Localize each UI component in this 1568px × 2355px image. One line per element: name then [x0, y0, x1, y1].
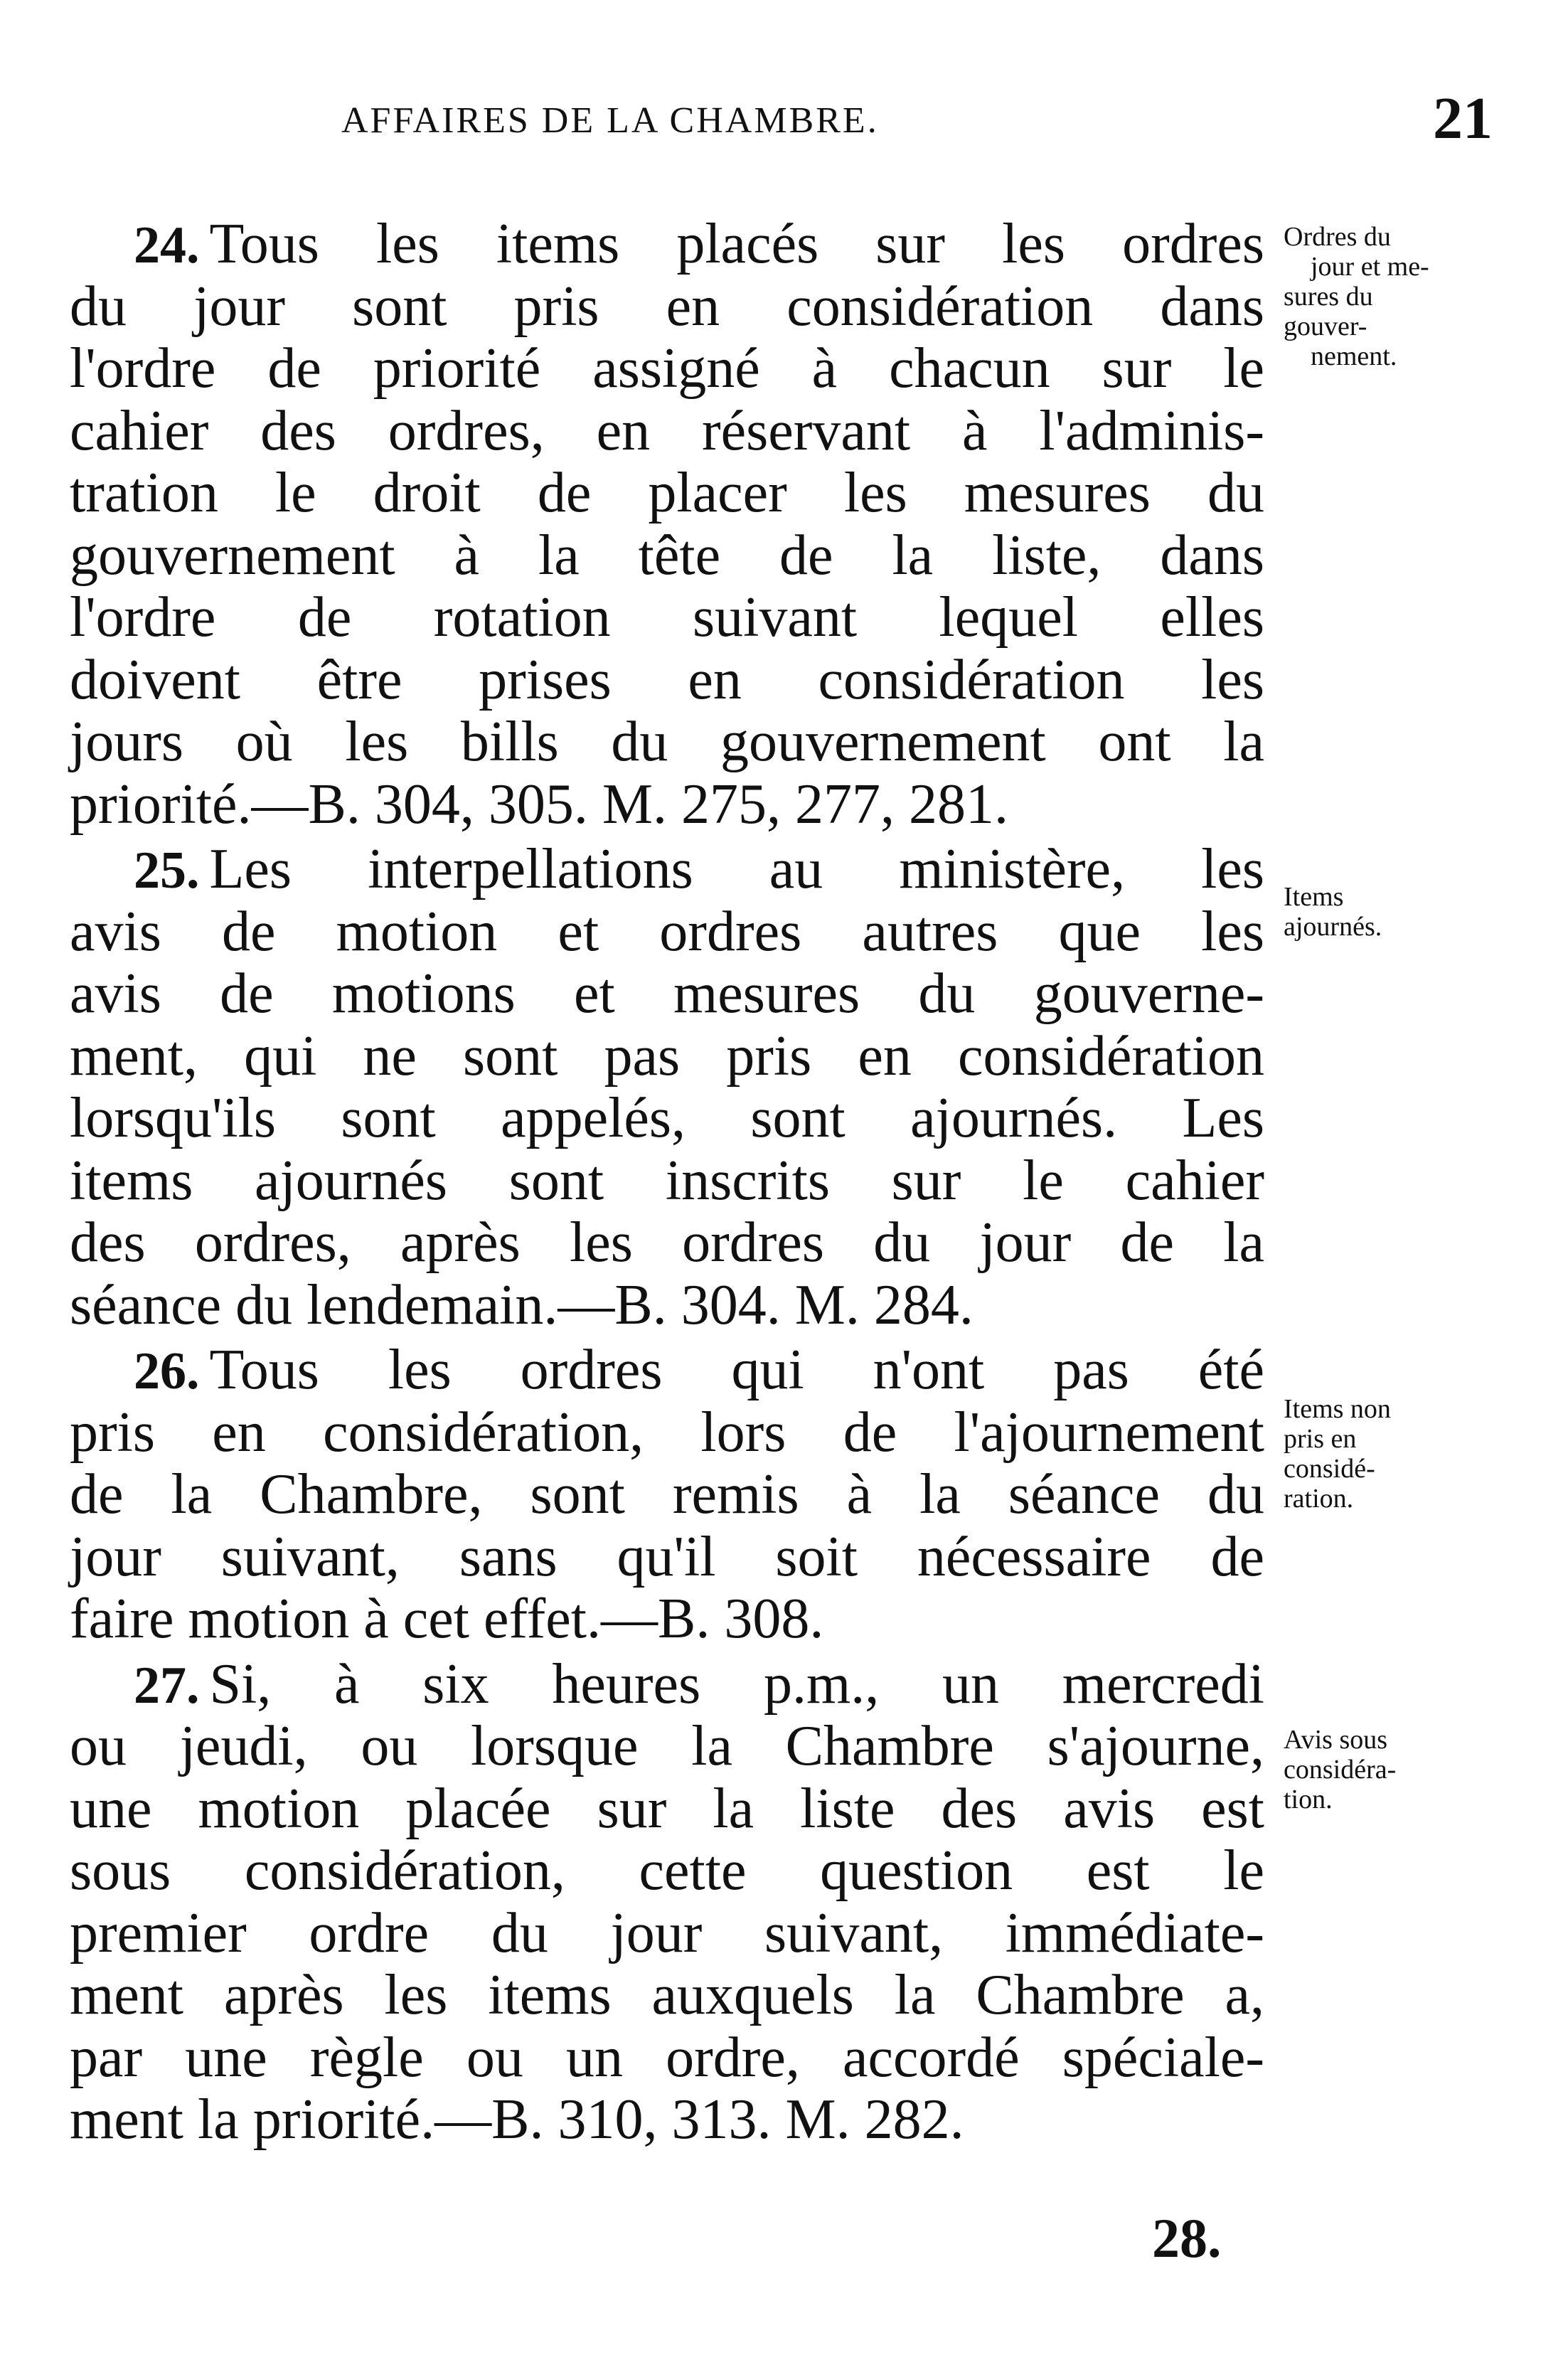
margin-note-line: sures du: [1284, 282, 1373, 312]
text-line: sous considération, cette question est le: [70, 1839, 1264, 1902]
text-line: une motion placée sur la liste des avis est: [70, 1777, 1264, 1840]
text-line: l'ordre de priorité assigné à chacun sur le: [70, 337, 1264, 400]
margin-note-line: ajournés.: [1284, 912, 1382, 942]
text-line: pris en considération, lors de l'ajournement: [70, 1400, 1264, 1464]
margin-note-line: gouver-: [1284, 312, 1367, 341]
text-line: faire motion à cet effet.—B. 308.: [70, 1588, 824, 1650]
margin-note-25: [1284, 882, 1497, 942]
text-line: du jour sont pris en considération dans: [70, 275, 1264, 338]
line-text: Si, à six heures p.m., un mercredi: [209, 1652, 1264, 1716]
margin-note-line: nement.: [1311, 341, 1397, 371]
article-number: 24.: [134, 216, 200, 275]
margin-note-line: Items non: [1284, 1394, 1391, 1424]
margin-note-line: Avis sous: [1284, 1725, 1388, 1755]
text-line: [70, 1339, 1264, 1402]
text-line: items ajournés sont inscrits sur le cahier: [70, 1149, 1264, 1212]
text-line: [70, 839, 1264, 901]
margin-note-line: pris en: [1284, 1424, 1357, 1454]
text-line: l'ordre de rotation suivant lequel elles: [70, 586, 1264, 649]
margin-note-24: [1284, 222, 1497, 371]
running-title: AFFAIRES DE LA CHAMBRE.: [341, 100, 879, 141]
margin-note-line: tion.: [1284, 1785, 1333, 1814]
text-line: avis de motion et ordres autres que les: [70, 900, 1264, 963]
text-line: ou jeudi, ou lorsque la Chambre s'ajourne,: [70, 1715, 1264, 1777]
text-line: ment, qui ne sont pas pris en considération: [70, 1024, 1264, 1088]
text-line: tration le droit de placer les mesures du: [70, 462, 1264, 524]
text-line: jours où les bills du gouvernement ont la: [70, 711, 1264, 773]
article-26: [70, 1339, 1264, 1651]
article-25: [70, 839, 1264, 1336]
margin-note-line: considéra-: [1284, 1755, 1397, 1785]
text-line: [70, 213, 1264, 276]
catchword: 28.: [1152, 2207, 1222, 2269]
text-line: des ordres, après les ordres du jour de la: [70, 1211, 1264, 1274]
line-text: Tous les items placés sur les ordres: [209, 213, 1264, 275]
text-line: doivent être prises en considération les: [70, 648, 1264, 711]
text-line: [70, 1654, 1264, 1716]
page-number: 21: [1433, 85, 1493, 151]
article-24: [70, 213, 1264, 836]
text-line: jour suivant, sans qu'il soit nécessaire de: [70, 1525, 1264, 1588]
article-number: 26.: [134, 1342, 200, 1400]
article-27: [70, 1654, 1264, 2152]
text-line: séance du lendemain.—B. 304. M. 284.: [70, 1273, 974, 1336]
margin-note-line: Ordres du: [1284, 222, 1391, 252]
margin-note-line: ration.: [1284, 1484, 1354, 1514]
text-line: avis de motions et mesures du gouverne-: [70, 962, 1264, 1025]
margin-note-line: considé-: [1284, 1454, 1375, 1484]
margin-note-27: [1284, 1725, 1497, 1814]
text-line: ment après les items auxquels la Chambre a,: [70, 1964, 1264, 2026]
text-line: gouvernement à la tête de la liste, dans: [70, 523, 1264, 587]
main-text-column: [70, 213, 1264, 2152]
text-line: de la Chambre, sont remis à la séance du: [70, 1463, 1264, 1526]
margin-note-26: [1284, 1394, 1497, 1514]
margin-note-line: jour et me-: [1311, 252, 1429, 282]
text-line: lorsqu'ils sont appelés, sont ajournés. Les: [70, 1087, 1264, 1149]
line-text: Les interpellations au ministère, les: [209, 838, 1264, 900]
text-line: cahier des ordres, en réservant à l'adminis-: [70, 399, 1264, 462]
article-number: 27.: [134, 1656, 200, 1715]
text-line: premier ordre du jour suivant, immédiate-: [70, 1901, 1264, 1965]
line-text: Tous les ordres qui n'ont pas été: [209, 1339, 1264, 1401]
margin-note-line: Items: [1284, 882, 1344, 912]
text-line: ment la priorité.—B. 310, 313. M. 282.: [70, 2088, 964, 2151]
text-line: priorité.—B. 304, 305. M. 275, 277, 281.: [70, 772, 1008, 836]
article-number: 25.: [134, 841, 200, 900]
text-line: par une règle ou un ordre, accordé spéciale-: [70, 2026, 1264, 2089]
